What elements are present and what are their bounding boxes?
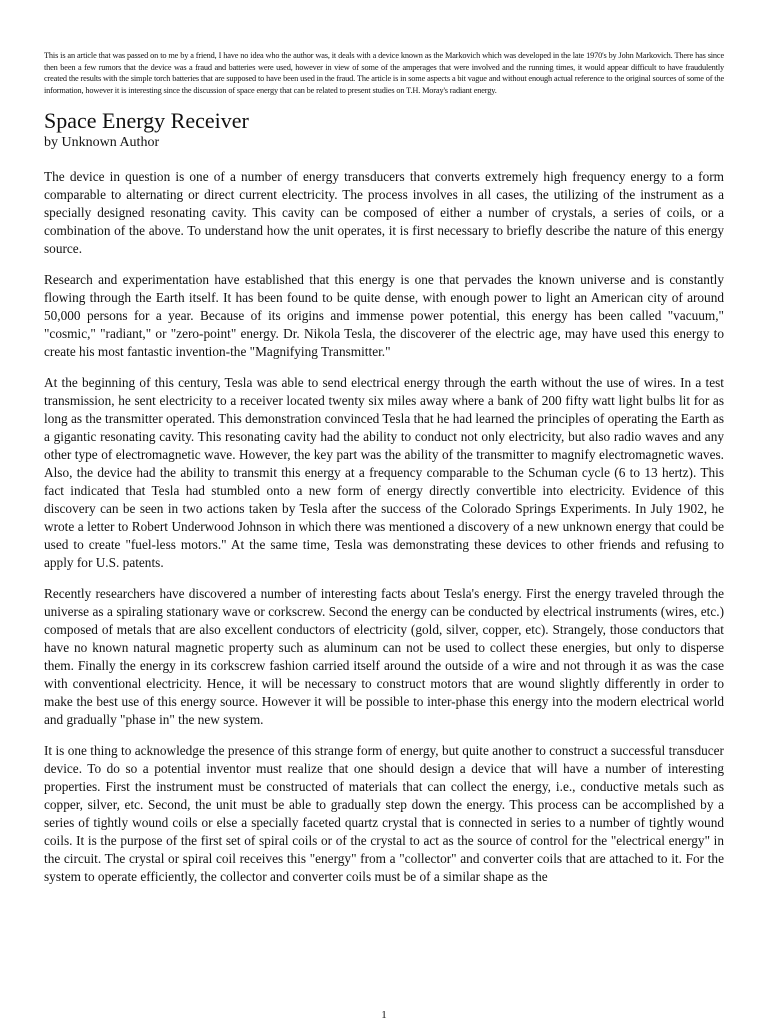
- intro-note: This is an article that was passed on to me by a friend, I have no idea who the author was, it deals with a device known as the Markovich which was developed in the late 1970's by John Markovich. There has since then been a few rumors that the device was a fraud and batteries were used, however in view of some of the amperages that were involved and the running times, it would appear difficult to have fraudulently created the results with the simple torch batteries that are supposed to have been used in the fraud. The article is in some aspects a bit vague and without enough actual reference to the original sources of some of the information, however it is interesting since the discussion of space energy that can be related to present studies on T.H. Moray's radiant energy.: [44, 51, 724, 95]
- article-paragraph: The device in question is one of a number of energy transducers that converts extremely high frequency energy to a form comparable to alternating or direct current electricity. The process involves in all cases, the utilizing of the instrument as a specially designed resonating cavity. This cavity can be composed of either a number of crystals, a series of coils, or a combination of the above. To understand how the unit operates, it is first necessary to briefly describe the nature of this energy source.: [44, 169, 724, 257]
- article-author: by Unknown Author: [44, 135, 160, 151]
- document-page: [44, 50, 724, 899]
- article-paragraph: It is one thing to acknowledge the presence of this strange form of energy, but quite another to construct a successful transducer device. To do so a potential inventor must realize that one should design a device that will have a number of interesting properties. First the instrument must be constructed of materials that can collect the energy, i.e., conductive metals such as copper, silver, etc. Second, the unit must be able to gradually step down the energy. This process can be accomplished by a series of tightly wound coils or else a specially faceted quartz crystal that is connected in series to a number of tightly wound coils. It is the purpose of the first set of spiral coils or of the crystal to act as the source of control for the "electrical energy" in the circuit. The crystal or spiral coil receives this "energy" from a "collector" and converter coils that are attached to it. For the system to operate efficiently, the collector and converter coils must be of a similar shape as the: [44, 743, 724, 885]
- article-paragraph: At the beginning of this century, Tesla was able to send electrical energy through the earth without the use of wires. In a test transmission, he sent electricity to a receiver located twenty six miles away where a bank of 200 fifty watt light bulbs lit for as long as the transmitter operated. This demonstration convinced Tesla that he had learned the principles of operating the Earth as a gigantic resonating cavity. This resonating cavity had the ability to conduct not only electricity, but also radio waves and any other type of electromagnetic wave. However, the key part was the ability of the transmitter to magnify electromagnetic waves. Also, the device had the ability to transmit this energy at a frequency comparable to the Schuman cycle (6 to 13 hertz). This fact indicated that Tesla had stumbled onto a new form of energy directly convertible into electricity. Evidence of this discovery can be seen in two actions taken by Tesla after the success of the Colorado Springs Experiments. In July 1902, he wrote a letter to Robert Underwood Johnson in which there was mentioned a discovery of a new unknown energy that could be used to create "fuel-less motors." At the same time, Tesla was demonstrating these devices to other friends and refusing to apply for U.S. patents.: [44, 375, 724, 571]
- article-paragraph: Recently researchers have discovered a number of interesting facts about Tesla's energy. First the energy traveled through the universe as a spiraling stationary wave or corkscrew. Second the energy can be conducted by electrical instruments (wires, etc.) composed of metals that are also excellent conductors of electricity (gold, silver, copper, etc). Strangely, those conductors that have no known natural magnetic property such as aluminum can not be used to collect these energies, but only to disperse them. Finally the energy in its corkscrew fashion carried itself around the outside of a wire and not through it as was the case with conventional electricity. Hence, it will be necessary to construct motors that are wound slightly differently in order to make the best use of this energy source. However it will be possible to inter-phase this energy into the modern electrical world and gradually "phase in" the new system.: [44, 586, 724, 728]
- article-paragraph: Research and experimentation have established that this energy is one that pervades the known universe and is constantly flowing through the Earth itself. It has been found to be quite dense, with enough power to light an American city of around 50,000 persons for a year. Because of its origins and immense power potential, this energy has been called "vacuum," "cosmic," "radiant," or "zero-point" energy. Dr. Nikola Tesla, the discoverer of the electric age, may have used this energy to create his most fantastic invention-the "Magnifying Transmitter.": [44, 272, 724, 360]
- page-number: 1: [381, 1009, 387, 1021]
- article-title: Space Energy Receiver: [44, 108, 249, 134]
